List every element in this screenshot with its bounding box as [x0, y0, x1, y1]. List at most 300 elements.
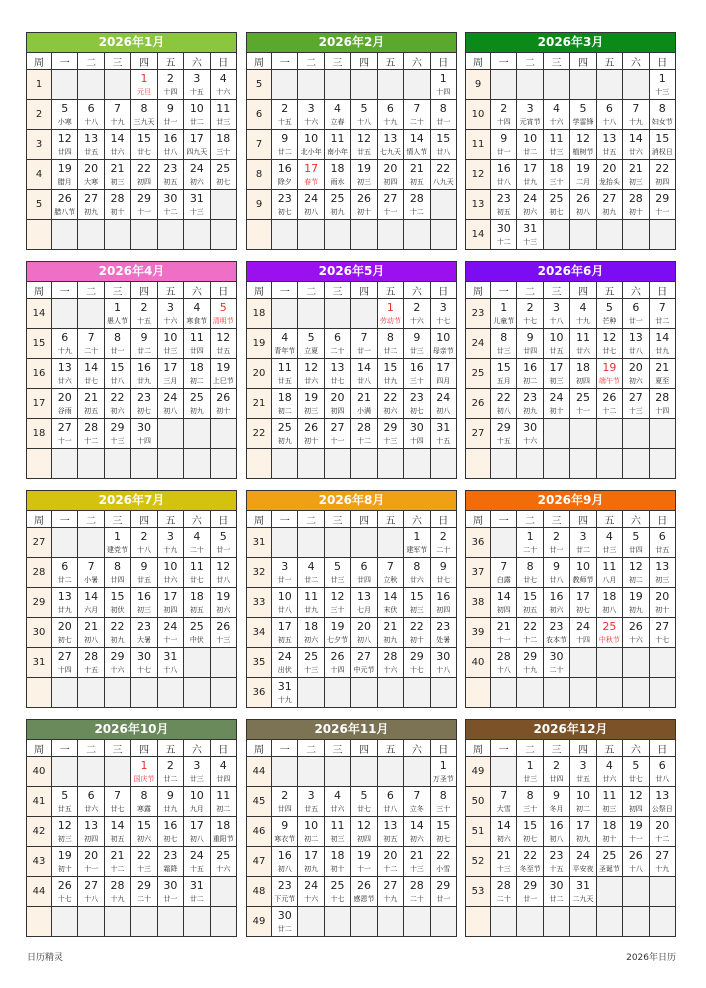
lunar-or-festival-label: 十三	[655, 88, 670, 96]
day-cell	[324, 817, 350, 847]
day-cell	[324, 558, 350, 588]
day-number: 14	[496, 590, 511, 603]
lunar-or-festival-label: 中伏	[189, 636, 204, 644]
lunar-or-festival-label: 廿四	[57, 148, 72, 156]
week-number	[27, 449, 52, 479]
day-number: 29	[136, 879, 151, 892]
day-cell	[104, 329, 130, 359]
lunar-or-festival-label: 廿二	[575, 546, 590, 554]
day-cell	[351, 190, 377, 220]
week-number: 5	[27, 190, 52, 220]
day-number: 16	[277, 849, 292, 862]
lunar-or-festival-label: 初三	[602, 805, 617, 813]
lunar-or-festival-label: 初三	[356, 178, 371, 186]
lunar-or-festival-label: 廿四	[549, 775, 564, 783]
week-number: 48	[247, 877, 272, 907]
day-cell	[131, 299, 157, 329]
day-number: 15	[409, 590, 424, 603]
lunar-or-festival-label: 十五	[496, 437, 511, 445]
day-cell	[272, 817, 298, 847]
lunar-or-festival-label: 三十	[216, 148, 231, 156]
day-cell	[351, 847, 377, 877]
day-cell	[131, 130, 157, 160]
empty-day-cell	[491, 528, 517, 558]
day-number: 21	[409, 162, 424, 175]
day-cell	[430, 558, 456, 588]
weekday-header: 四	[351, 511, 377, 528]
day-number: 4	[281, 331, 289, 344]
lunar-or-festival-label: 学雷锋	[572, 118, 594, 126]
lunar-or-festival-label: 十六	[628, 636, 643, 644]
empty-day-cell	[377, 449, 403, 479]
weekday-header: 日	[430, 511, 456, 528]
lunar-or-festival-label: 二十	[409, 118, 424, 126]
day-cell	[272, 907, 298, 937]
empty-day-cell	[184, 419, 210, 449]
day-cell	[78, 648, 104, 678]
lunar-or-festival-label: 十一	[655, 208, 670, 216]
day-number: 5	[360, 102, 368, 115]
day-number: 17	[575, 590, 590, 603]
day-cell	[272, 847, 298, 877]
day-cell	[52, 648, 78, 678]
day-number: 21	[655, 361, 670, 374]
day-cell	[491, 130, 517, 160]
lunar-or-festival-label: 十二	[383, 865, 398, 873]
week-number: 33	[247, 588, 272, 618]
lunar-or-festival-label: 十六	[304, 118, 319, 126]
day-cell	[404, 877, 430, 907]
lunar-or-festival-label: 末伏	[383, 606, 398, 614]
day-number: 24	[163, 620, 178, 633]
day-cell	[210, 160, 236, 190]
day-number: 7	[500, 789, 508, 802]
empty-day-cell	[184, 678, 210, 708]
day-number: 14	[628, 132, 643, 145]
day-cell	[184, 847, 210, 877]
day-number: 26	[57, 879, 72, 892]
day-cell	[104, 130, 130, 160]
lunar-or-festival-label: 十四	[496, 118, 511, 126]
day-number: 10	[575, 789, 590, 802]
day-cell	[52, 787, 78, 817]
day-cell	[184, 588, 210, 618]
day-cell	[491, 558, 517, 588]
day-cell	[596, 329, 622, 359]
day-cell	[649, 130, 675, 160]
empty-day-cell	[543, 907, 569, 937]
day-cell	[184, 787, 210, 817]
day-number: 23	[136, 620, 151, 633]
day-number: 11	[189, 331, 204, 344]
lunar-or-festival-label: 廿六	[84, 805, 99, 813]
day-number: 6	[87, 102, 95, 115]
day-cell	[430, 817, 456, 847]
weekday-header: 一	[491, 511, 517, 528]
lunar-or-festival-label: 三十	[436, 805, 451, 813]
week-number: 53	[466, 877, 491, 907]
day-cell	[351, 618, 377, 648]
empty-day-cell	[52, 70, 78, 100]
day-number: 3	[439, 301, 447, 314]
day-cell	[52, 877, 78, 907]
day-number: 12	[57, 132, 72, 145]
day-cell	[623, 528, 649, 558]
day-cell	[649, 329, 675, 359]
day-number: 21	[110, 849, 125, 862]
empty-day-cell	[272, 528, 298, 558]
lunar-or-festival-label: 十六	[110, 666, 125, 674]
lunar-or-festival-label: 十六	[163, 317, 178, 325]
week-number: 24	[466, 329, 491, 359]
day-cell	[210, 70, 236, 100]
day-cell	[272, 359, 298, 389]
day-number: 21	[496, 849, 511, 862]
day-number: 18	[216, 819, 231, 832]
week-number: 6	[247, 100, 272, 130]
lunar-or-festival-label: 初九	[383, 636, 398, 644]
day-number: 2	[500, 102, 508, 115]
weekday-header: 五	[157, 511, 183, 528]
empty-day-cell	[210, 449, 236, 479]
day-number: 22	[110, 391, 125, 404]
month-calendar	[246, 719, 457, 937]
day-number: 10	[163, 331, 178, 344]
day-number: 18	[216, 132, 231, 145]
day-number: 31	[523, 222, 538, 235]
day-number: 15	[436, 819, 451, 832]
week-number: 8	[247, 160, 272, 190]
week-number-header: 周	[466, 282, 491, 299]
day-number: 16	[523, 361, 538, 374]
day-cell	[131, 329, 157, 359]
lunar-or-festival-label: 初十	[628, 208, 643, 216]
day-cell	[543, 787, 569, 817]
weekday-header: 日	[210, 282, 236, 299]
day-cell	[404, 130, 430, 160]
day-cell	[324, 877, 350, 907]
week-number: 49	[247, 907, 272, 937]
day-number: 10	[189, 102, 204, 115]
month-title: 2026年2月	[246, 32, 457, 52]
week-number: 7	[247, 130, 272, 160]
empty-day-cell	[623, 877, 649, 907]
day-number: 20	[356, 620, 371, 633]
day-number: 7	[114, 789, 122, 802]
lunar-or-festival-label: 初六	[383, 407, 398, 415]
empty-day-cell	[324, 678, 350, 708]
week-number: 2	[27, 100, 52, 130]
week-number: 50	[466, 787, 491, 817]
weekday-header: 四	[570, 282, 596, 299]
day-cell	[430, 389, 456, 419]
day-number: 9	[281, 819, 289, 832]
day-number: 21	[84, 391, 99, 404]
day-cell	[351, 329, 377, 359]
lunar-or-festival-label: 初伏	[110, 606, 125, 614]
lunar-or-festival-label: 廿五	[136, 576, 151, 584]
lunar-or-festival-label: 十七	[436, 317, 451, 325]
day-number: 25	[602, 620, 617, 633]
lunar-or-festival-label: 初七	[216, 178, 231, 186]
day-number: 8	[526, 789, 534, 802]
day-number: 17	[436, 361, 451, 374]
day-number: 22	[655, 162, 670, 175]
day-number: 26	[575, 192, 590, 205]
day-cell	[272, 618, 298, 648]
weekday-header: 日	[649, 740, 675, 757]
lunar-or-festival-label: 七夕节	[327, 636, 349, 644]
day-cell	[570, 160, 596, 190]
lunar-or-festival-label: 母亲节	[432, 347, 454, 355]
day-cell	[491, 329, 517, 359]
lunar-or-festival-label: 廿八	[356, 377, 371, 385]
lunar-or-festival-label: 十一	[628, 835, 643, 843]
day-number: 11	[277, 361, 292, 374]
day-number: 27	[330, 421, 345, 434]
day-number: 24	[304, 192, 319, 205]
lunar-or-festival-label: 立冬	[409, 805, 424, 813]
day-number: 17	[163, 361, 178, 374]
empty-day-cell	[298, 528, 324, 558]
day-cell	[404, 359, 430, 389]
lunar-or-festival-label: 廿四	[110, 576, 125, 584]
day-cell	[210, 588, 236, 618]
day-number: 8	[500, 331, 508, 344]
lunar-or-festival-label: 劳动节	[379, 317, 401, 325]
day-number: 31	[277, 680, 292, 693]
day-number: 26	[57, 192, 72, 205]
lunar-or-festival-label: 初六	[496, 835, 511, 843]
lunar-or-festival-label: 廿九	[163, 805, 178, 813]
day-cell	[184, 299, 210, 329]
day-cell	[491, 160, 517, 190]
day-number: 25	[304, 650, 319, 663]
lunar-or-festival-label: 十七	[136, 666, 151, 674]
lunar-or-festival-label: 廿五	[216, 347, 231, 355]
day-cell	[649, 359, 675, 389]
month-calendar	[26, 490, 237, 708]
day-number: 15	[110, 361, 125, 374]
day-number: 6	[334, 331, 342, 344]
day-number: 18	[602, 819, 617, 832]
empty-day-cell	[78, 299, 104, 329]
day-number: 23	[136, 391, 151, 404]
day-number: 23	[163, 849, 178, 862]
weekday-header: 日	[210, 511, 236, 528]
weekday-header: 二	[78, 511, 104, 528]
lunar-or-festival-label: 雨水	[330, 178, 345, 186]
day-number: 8	[413, 560, 421, 573]
day-number: 2	[140, 301, 148, 314]
day-cell	[52, 329, 78, 359]
lunar-or-festival-label: 二十	[523, 546, 538, 554]
month-calendar	[26, 32, 237, 250]
day-cell	[324, 100, 350, 130]
day-cell	[517, 419, 543, 449]
lunar-or-festival-label: 三九天	[133, 118, 155, 126]
lunar-or-festival-label: 立夏	[304, 347, 319, 355]
lunar-or-festival-label: 廿一	[110, 347, 125, 355]
day-cell	[404, 528, 430, 558]
lunar-or-festival-label: 廿六	[409, 576, 424, 584]
empty-day-cell	[649, 907, 675, 937]
weekday-header: 二	[298, 511, 324, 528]
day-cell	[623, 757, 649, 787]
empty-day-cell	[78, 70, 104, 100]
day-cell	[131, 359, 157, 389]
day-number: 13	[602, 132, 617, 145]
day-cell	[184, 389, 210, 419]
day-cell	[104, 389, 130, 419]
week-number	[466, 449, 491, 479]
lunar-or-festival-label: 廿二	[549, 895, 564, 903]
lunar-or-festival-label: 廿一	[163, 895, 178, 903]
lunar-or-festival-label: 初七	[575, 606, 590, 614]
day-cell	[491, 817, 517, 847]
day-cell	[596, 757, 622, 787]
day-cell	[404, 588, 430, 618]
day-number: 3	[193, 759, 201, 772]
empty-day-cell	[351, 220, 377, 250]
day-cell	[517, 558, 543, 588]
lunar-or-festival-label: 廿二	[136, 347, 151, 355]
day-cell	[404, 558, 430, 588]
lunar-or-festival-label: 廿七	[110, 805, 125, 813]
day-cell	[596, 190, 622, 220]
day-number: 11	[304, 590, 319, 603]
day-cell	[430, 618, 456, 648]
lunar-or-festival-label: 廿七	[628, 775, 643, 783]
empty-day-cell	[543, 419, 569, 449]
empty-day-cell	[131, 678, 157, 708]
lunar-or-festival-label: 初十	[409, 636, 424, 644]
day-cell	[351, 160, 377, 190]
lunar-or-festival-label: 十三	[523, 238, 538, 246]
lunar-or-festival-label: 廿三	[549, 148, 564, 156]
day-cell	[649, 190, 675, 220]
empty-day-cell	[298, 299, 324, 329]
lunar-or-festival-label: 初十	[57, 865, 72, 873]
weekday-header: 一	[52, 511, 78, 528]
day-number: 16	[136, 590, 151, 603]
lunar-or-festival-label: 重阳节	[212, 835, 234, 843]
day-cell	[517, 130, 543, 160]
lunar-or-festival-label: 十二	[84, 437, 99, 445]
day-number: 13	[383, 819, 398, 832]
day-cell	[351, 359, 377, 389]
week-number: 21	[247, 389, 272, 419]
day-cell	[377, 359, 403, 389]
lunar-or-festival-label: 廿六	[163, 576, 178, 584]
day-number: 28	[628, 192, 643, 205]
weekday-header: 三	[104, 740, 130, 757]
lunar-or-festival-label: 十六	[523, 437, 538, 445]
lunar-or-festival-label: 十六	[409, 317, 424, 325]
day-cell	[324, 160, 350, 190]
day-cell	[623, 100, 649, 130]
day-cell	[131, 160, 157, 190]
day-cell	[298, 130, 324, 160]
day-cell	[649, 70, 675, 100]
lunar-or-festival-label: 二十	[84, 347, 99, 355]
day-number: 9	[140, 560, 148, 573]
lunar-or-festival-label: 十四	[57, 666, 72, 674]
empty-day-cell	[210, 877, 236, 907]
lunar-or-festival-label: 廿七	[602, 347, 617, 355]
week-number: 5	[247, 70, 272, 100]
day-number: 28	[84, 421, 99, 434]
day-number: 27	[84, 879, 99, 892]
day-number: 9	[281, 132, 289, 145]
lunar-or-festival-label: 初八	[549, 835, 564, 843]
day-cell	[430, 877, 456, 907]
footer-brand: 日历精灵	[27, 953, 64, 963]
week-number: 28	[27, 558, 52, 588]
day-number: 6	[386, 102, 394, 115]
day-number: 5	[61, 789, 69, 802]
day-cell	[131, 389, 157, 419]
lunar-or-festival-label: 三十	[409, 377, 424, 385]
lunar-or-festival-label: 廿九	[383, 377, 398, 385]
weekday-header: 五	[157, 282, 183, 299]
day-cell	[570, 130, 596, 160]
lunar-or-festival-label: 廿二	[655, 317, 670, 325]
lunar-or-festival-label: 初六	[409, 835, 424, 843]
month-title: 2026年9月	[465, 490, 676, 510]
day-cell	[210, 618, 236, 648]
day-number: 15	[110, 590, 125, 603]
lunar-or-festival-label: 十一	[496, 636, 511, 644]
day-number: 11	[549, 132, 564, 145]
day-number: 1	[386, 301, 394, 314]
lunar-or-festival-label: 二十	[136, 895, 151, 903]
week-number: 22	[247, 419, 272, 449]
day-number: 4	[334, 789, 342, 802]
day-number: 8	[140, 789, 148, 802]
day-number: 25	[216, 849, 231, 862]
lunar-or-festival-label: 初三	[549, 377, 564, 385]
day-cell	[184, 618, 210, 648]
lunar-or-festival-label: 八月	[602, 576, 617, 584]
day-number: 17	[189, 819, 204, 832]
lunar-or-festival-label: 初十	[356, 208, 371, 216]
weekday-header: 四	[351, 740, 377, 757]
day-number: 9	[140, 331, 148, 344]
lunar-or-festival-label: 廿三	[602, 546, 617, 554]
lunar-or-festival-label: 立春	[330, 118, 345, 126]
lunar-or-festival-label: 冬至节	[519, 865, 541, 873]
day-number: 21	[110, 162, 125, 175]
lunar-or-festival-label: 初六	[136, 835, 151, 843]
lunar-or-festival-label: 廿一	[216, 546, 231, 554]
day-number: 9	[166, 102, 174, 115]
day-number: 7	[87, 560, 95, 573]
lunar-or-festival-label: 初二	[304, 835, 319, 843]
lunar-or-festival-label: 端午节	[598, 377, 620, 385]
empty-day-cell	[324, 70, 350, 100]
day-cell	[184, 359, 210, 389]
day-cell	[430, 847, 456, 877]
lunar-or-festival-label: 廿六	[304, 377, 319, 385]
day-cell	[272, 877, 298, 907]
day-number: 11	[216, 789, 231, 802]
weekday-header: 三	[104, 53, 130, 70]
weekday-header: 三	[543, 53, 569, 70]
day-number: 31	[163, 650, 178, 663]
lunar-or-festival-label: 廿三	[163, 347, 178, 355]
day-number: 24	[523, 192, 538, 205]
